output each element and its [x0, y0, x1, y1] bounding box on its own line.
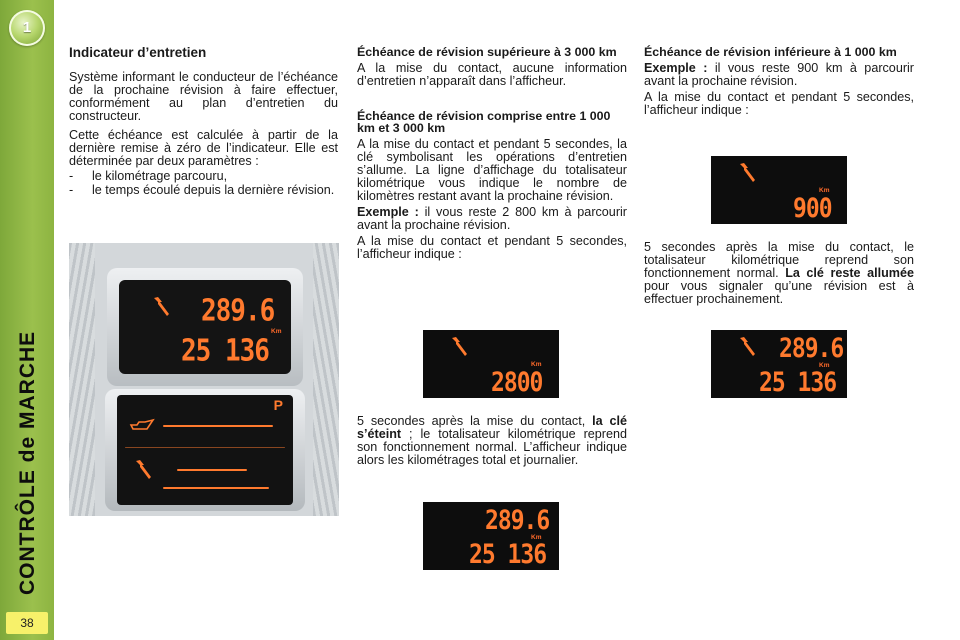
total-odometer: 25 136 [181, 334, 269, 369]
km-unit: Km [271, 328, 282, 335]
oil-can-icon [129, 417, 155, 435]
upper-display-screen [119, 280, 291, 374]
column-3 [644, 46, 914, 123]
oil-level-message [163, 425, 273, 427]
display-key-on-odometer [711, 330, 847, 398]
display-2800-km [423, 330, 559, 398]
gear-indicator: P [273, 397, 283, 413]
lower-display-screen [117, 395, 293, 505]
display-normal-odometer [423, 502, 559, 570]
subheading-over-3000: Échéance de révision supérieure à 3 000 km [357, 45, 617, 59]
km-unit: Km [531, 534, 542, 541]
wrench-icon [737, 162, 757, 184]
chapter-title: CONTRÔLE de MARCHE [16, 330, 39, 595]
chapter-number: 1 [22, 19, 32, 36]
column-2-lower [357, 415, 627, 473]
column-3-lower [644, 241, 914, 312]
instrument-cluster-photo [69, 243, 339, 516]
column-2 [357, 46, 627, 267]
list-item: - le kilométrage parcouru, [69, 169, 228, 183]
photo-trim-left [69, 243, 95, 516]
intro-paragraph: Système informant le conducteur de l’échéance de la prochaine révision à faire effectuer, conformément au plan d’entretien du constructeur. [69, 70, 338, 123]
column-1 [69, 46, 338, 198]
wrench-icon [133, 459, 153, 481]
display-900-km [711, 156, 847, 224]
display-shows-paragraph: A la mise du contact et pendant 5 secondes, l’afficheur indique : [644, 89, 914, 117]
km-unit: Km [819, 187, 830, 194]
trip-odometer: 289.6 [485, 506, 550, 536]
wrench-icon [737, 336, 757, 358]
chapter-badge [9, 10, 45, 46]
total-odometer: 25 136 [759, 368, 837, 398]
trip-odometer: 289.6 [201, 294, 275, 329]
km-unit: Km [531, 361, 542, 368]
total-odometer: 25 136 [469, 540, 547, 570]
list-item: - le temps écoulé depuis la dernière révision. [69, 183, 335, 197]
key-off-paragraph: 5 secondes après la mise du contact, la clé s’éteint ; le totalisateur kilométrique reprend son fonctionnement normal. L’afficheur indique alors les kilométrages total et journalier. [357, 414, 627, 467]
km-unit: Km [819, 362, 830, 369]
paragraph-over-3000: A la mise du contact, aucune information d’entretien n’apparaît dans l’afficheur. [357, 60, 627, 88]
wrench-icon [151, 296, 171, 318]
page-number-tab [6, 612, 48, 634]
chapter-sidebar [0, 0, 54, 640]
service-message-line1 [177, 469, 247, 471]
parameter-list [69, 170, 338, 197]
photo-trim-right [313, 243, 339, 516]
section-heading: Indicateur d’entretien [69, 45, 207, 60]
remaining-km-900: 900 [793, 194, 832, 224]
service-message-line2 [163, 487, 269, 489]
trip-odometer: 289.6 [779, 334, 844, 364]
example-2800: Exemple : il vous reste 2 800 km à parcourir avant la prochaine révision. [357, 204, 627, 232]
remaining-km-2800: 2800 [491, 368, 543, 398]
calculation-paragraph: Cette échéance est calculée à partir de la dernière remise à zéro de l’indicateur. Elle est déterminée par deux paramètres : [69, 128, 338, 168]
paragraph-1000-3000: A la mise du contact et pendant 5 secondes, la clé symbolisant les opérations d’entretien s’allume. La ligne d’affichage du totalisateur kilométrique vous indique le nombre de kilomètres restant avant la prochaine révision. [357, 136, 627, 203]
page-number: 38 [20, 616, 34, 630]
subheading-under-1000: Échéance de révision inférieure à 1 000 km [644, 45, 897, 59]
example-900: Exemple : il vous reste 900 km à parcourir avant la prochaine révision. [644, 60, 915, 88]
subheading-1000-3000: Échéance de révision comprise entre 1 000 km et 3 000 km [357, 108, 611, 135]
key-stays-on-paragraph: 5 secondes après la mise du contact, le totalisateur kilométrique reprend son fonctionnement normal. La clé reste allumée pour vous signaler qu’une révision est à effectuer prochainement. [644, 240, 914, 306]
display-shows-paragraph: A la mise du contact et pendant 5 secondes, l’afficheur indique : [357, 233, 627, 261]
wrench-icon [449, 336, 469, 358]
message-divider [125, 447, 285, 448]
